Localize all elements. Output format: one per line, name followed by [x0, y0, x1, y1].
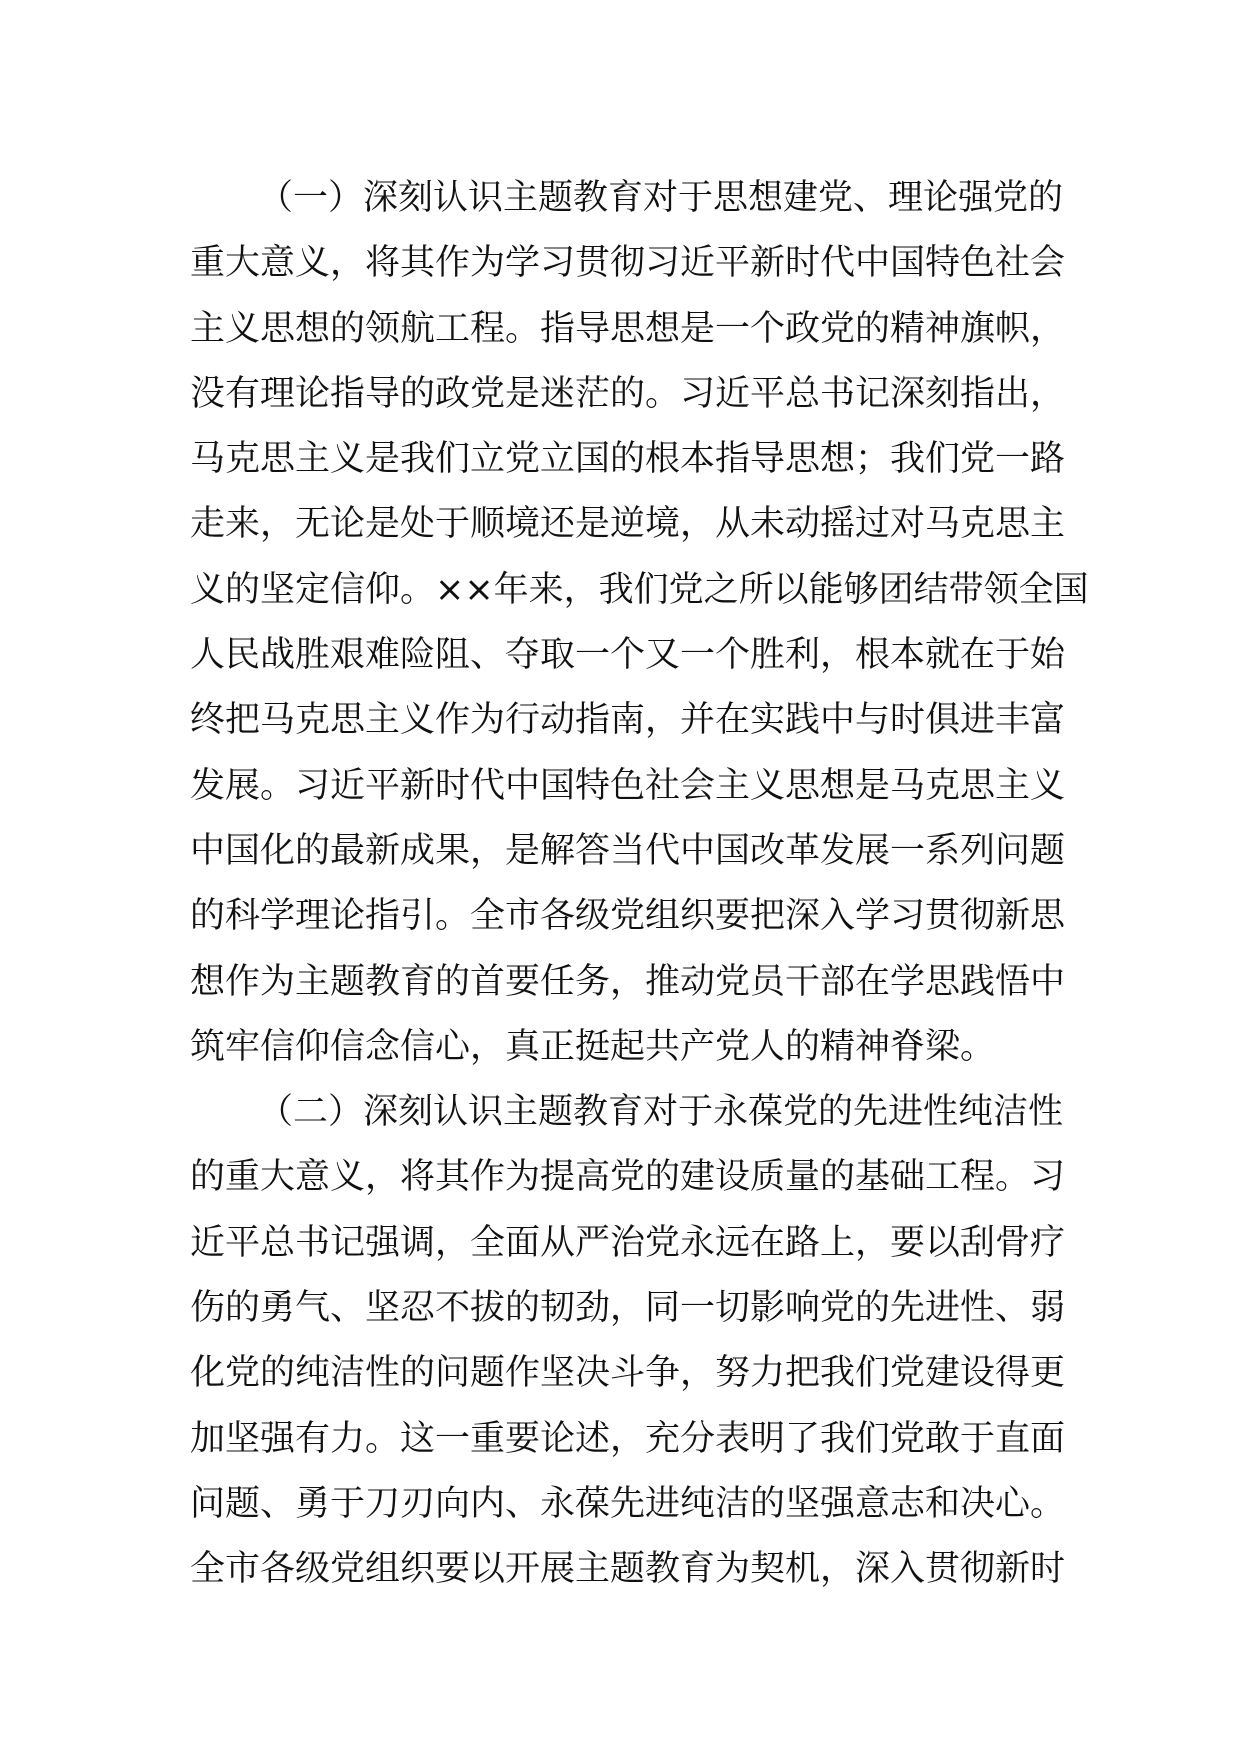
text-line: 伤的勇气、坚忍不拔的韧劲，同一切影响党的先进性、弱 [190, 1288, 1066, 1329]
text-line: 想作为主题教育的首要任务，推动党员干部在学思践悟中 [190, 961, 1066, 1002]
text-line: 人民战胜艰难险阻、夺取一个又一个胜利，根本就在于始 [190, 635, 1066, 676]
text-line: （二）深刻认识主题教育对于永葆党的先进性纯洁性 [258, 1092, 1064, 1133]
text-line: 发展。习近平新时代中国特色社会主义思想是马克思主义 [190, 765, 1066, 806]
text-line: 主义思想的领航工程。指导思想是一个政党的精神旗帜， [190, 308, 1066, 349]
text-line: 筑牢信仰信念信心，真正挺起共产党人的精神脊梁。 [190, 1026, 996, 1067]
text-line: 没有理论指导的政党是迷茫的。习近平总书记深刻指出， [190, 373, 1066, 414]
text-line: 问题、勇于刀刃向内、永葆先进纯洁的坚强意志和决心。 [190, 1483, 1066, 1524]
text-line: 终把马克思主义作为行动指南，并在实践中与时俱进丰富 [190, 700, 1066, 741]
paragraph-1 [190, 166, 1089, 1080]
text-line: 马克思主义是我们立党立国的根本指导思想；我们党一路 [190, 439, 1066, 480]
text-line: 走来，无论是处于顺境还是逆境，从未动摇过对马克思主 [190, 504, 1066, 545]
body-text [190, 166, 1089, 1603]
text-line: 化党的纯洁性的问题作坚决斗争，努力把我们党建设得更 [190, 1353, 1066, 1394]
text-line: 中国化的最新成果，是解答当代中国改革发展一系列问题 [190, 830, 1066, 871]
text-line: 义的坚定信仰。××年来，我们党之所以能够团结带领全国 [190, 569, 1089, 610]
paragraph-2 [190, 1080, 1066, 1602]
text-line: （一）深刻认识主题教育对于思想建党、理论强党的 [258, 178, 1064, 218]
text-line: 的重大意义，将其作为提高党的建设质量的基础工程。习 [190, 1157, 1066, 1198]
text-line: 近平总书记强调，全面从严治党永远在路上，要以刮骨疗 [190, 1222, 1066, 1263]
text-line: 加坚强有力。这一重要论述，充分表明了我们党敢于直面 [190, 1418, 1066, 1459]
text-line: 的科学理论指引。全市各级党组织要把深入学习贯彻新思 [190, 896, 1066, 937]
text-line: 全市各级党组织要以开展主题教育为契机，深入贯彻新时 [190, 1549, 1066, 1590]
text-line: 重大意义，将其作为学习贯彻习近平新时代中国特色社会 [190, 243, 1066, 284]
